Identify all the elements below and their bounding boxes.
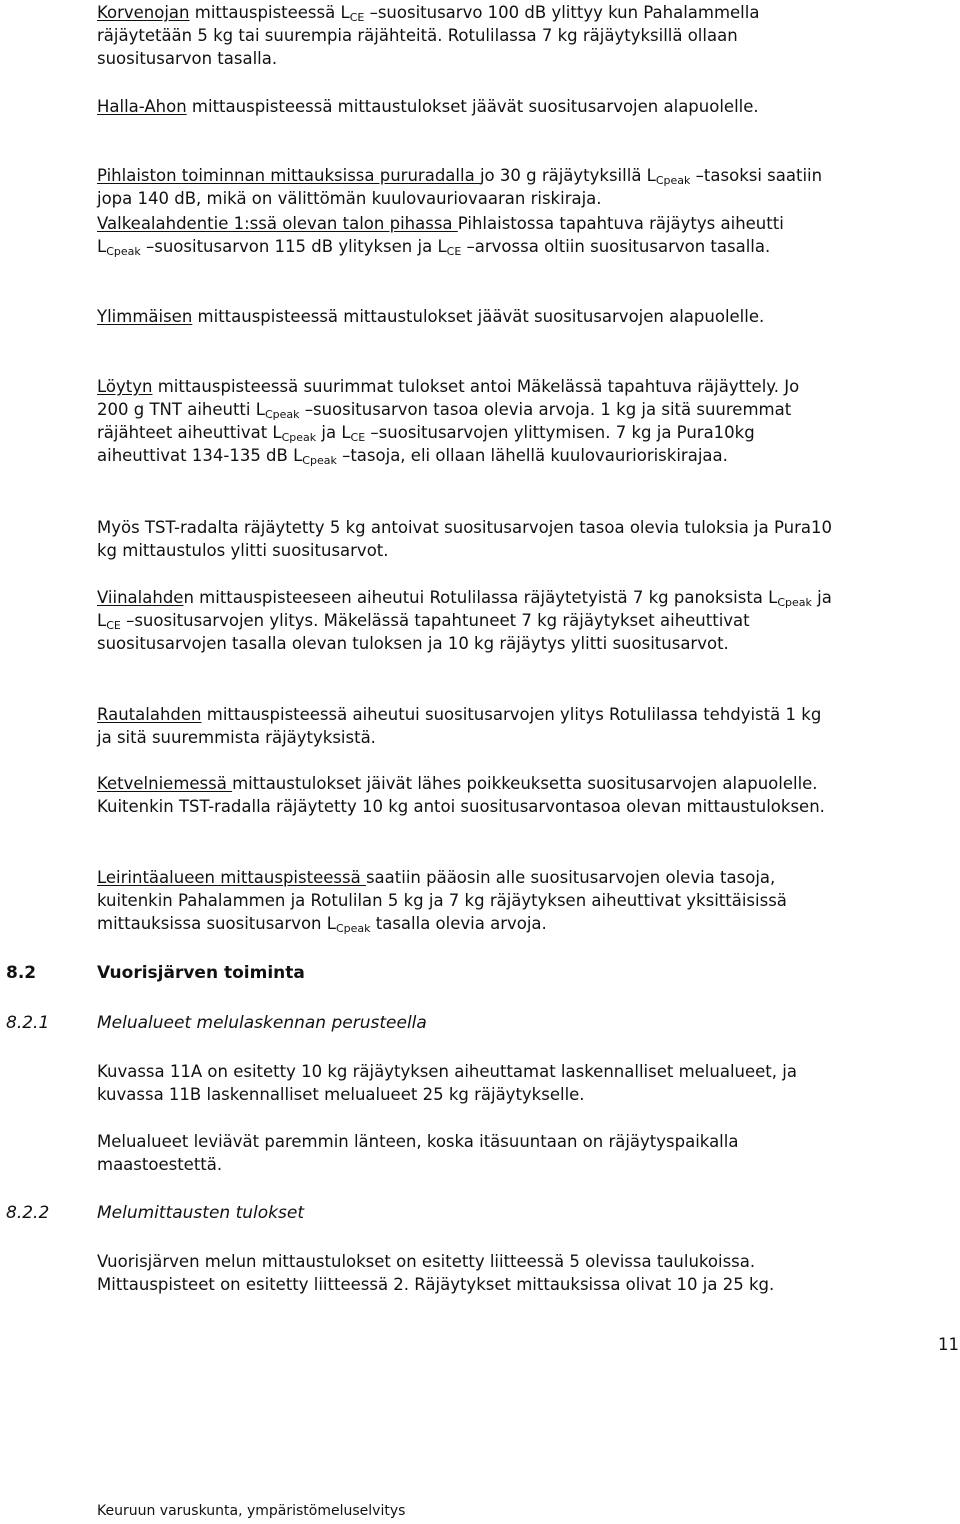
paragraph-pihlaisto: Pihlaiston toiminnan mittauksissa pururadalla jo 30 g räjäytyksillä $L_{Cpeak}$ –tasoksi saatiin jopa 140 dB, mikä on välittömän kuulovauriovaaran riskiraja. bbox=[97, 166, 823, 208]
paragraph-valkealahdentie: Valkealahdentie 1:ssä olevan talon pihassa Pihlaistossa tapahtuva räjäytys aiheutti $L_{Cpeak}$ –suositusarvon 115 dB ylityksen ja $L_{CE}$ –arvossa oltiin suositusarvon tasalla. bbox=[97, 214, 784, 258]
section-title: Vuorisjärven toiminta bbox=[97, 963, 305, 983]
location-rautalahti: Rautalahden bbox=[97, 705, 202, 724]
page-footer: Keuruun varuskunta, ympäristömeluselvitys bbox=[97, 1503, 406, 1519]
paragraph-loytty: Löytyn mittauspisteessä suurimmat tulokset antoi Mäkelässä tapahtuva räjäyttely. Jo 200 g TNT aiheutti $L_{Cpeak}$ –suositusarvon tasoa olevia arvoja. 1 kg ja sitä suuremmat räjähteet aiheuttivat $L_{Cpeak}$ ja $L_{CE}$ –suositusarvojen ylittymisen. 7 kg ja Pura10kg aiheuttivat 134-135 dB $L_{Cpeak}$ –tasoja, eli ollaan lähellä kuulovaurioriskirajaa. bbox=[97, 377, 800, 467]
paragraph-rautalahti: Rautalahden mittauspisteessä aiheutui suositusarvojen ylitys Rotulilassa tehdyistä 1 kg ja sitä suuremmista räjäytyksistä. bbox=[97, 705, 822, 747]
location-viinalahti: Viinalahde bbox=[97, 588, 184, 607]
location-pihlaisto: Pihlaiston toiminnan mittauksissa pururadalla bbox=[97, 166, 480, 185]
paragraph-ketvelniemi: Ketvelniemessä mittaustulokset jäivät lähes poikkeuksetta suositusarvojen alapuolelle. Kuitenkin TST-radalla räjäytetty 10 kg antoi suositusarvontasoa olevan mittaustuloksen. bbox=[97, 774, 825, 816]
paragraph-vuorisjarvi-mittaus: Vuorisjärven melun mittaustulokset on esitetty liitteessä 5 olevissa taulukoissa. Mittauspisteet on esitetty liitteessä 2. Räjäytykset mittauksissa olivat 10 ja 25 kg. bbox=[97, 1252, 775, 1294]
paragraph-ylimmainen: Ylimmäisen mittauspisteessä mittaustulokset jäävät suositusarvojen alapuolelle. bbox=[97, 307, 765, 326]
paragraph-kuva-11: Kuvassa 11A on esitetty 10 kg räjäytyksen aiheuttamat laskennalliset melualueet, ja kuvassa 11B laskennalliset melualueet 25 kg räjäytykselle. bbox=[97, 1062, 797, 1104]
section-title: Melualueet melulaskennan perusteella bbox=[97, 1013, 427, 1033]
location-loytty: Löytyn bbox=[97, 377, 153, 396]
paragraph-viinalahti: Viinalahden mittauspisteeseen aiheutui Rotulilassa räjäytetyistä 7 kg panoksista $L_{Cpeak}$ ja $L_{CE}$ –suositusarvojen ylitys. Mäkelässä tapahtuneet 7 kg räjäytykset aiheuttivat suositusarvojen tasalla olevan tuloksen ja 10 kg räjäytys ylitti suositusarvot. bbox=[97, 588, 832, 653]
location-ketvelniemi: Ketvelniemessä bbox=[97, 774, 233, 793]
section-number: 8.2.2 bbox=[6, 1203, 50, 1223]
paragraph-tst-rata: Myös TST-radalta räjäytetty 5 kg antoivat suositusarvojen tasoa olevia tuloksia ja Pura10 kg mittaustulos ylitti suositusarvot. bbox=[97, 518, 832, 560]
paragraph-leirintaalue: Leirintäalueen mittauspisteessä saatiin pääosin alle suositusarvojen olevia tasoja, kuitenkin Pahalammen ja Rotulilan 5 kg ja 7 kg räjäytyksen aiheuttivat yksittäisissä mittauksissa suositusarvon $L_{Cpeak}$ tasalla olevia arvoja. bbox=[97, 868, 787, 935]
section-number: 8.2 bbox=[6, 963, 37, 983]
section-title: Melumittausten tulokset bbox=[97, 1203, 304, 1223]
page-number: 11 bbox=[938, 1335, 959, 1354]
section-number: 8.2.1 bbox=[6, 1013, 50, 1033]
paragraph-melualueet: Melualueet leviävät paremmin länteen, koska itäsuuntaan on räjäytyspaikalla maastoestettä. bbox=[97, 1132, 739, 1174]
paragraph-halla-aho: Halla-Ahon mittauspisteessä mittaustulokset jäävät suositusarvojen alapuolelle. bbox=[97, 97, 759, 116]
location-ylimmainen: Ylimmäisen bbox=[97, 307, 193, 326]
location-leirintaalue: Leirintäalueen mittauspisteessä bbox=[97, 868, 366, 887]
paragraph-korvenoja: Korvenojan mittauspisteessä $L_{CE}$ –suositusarvo 100 dB ylittyy kun Pahalammella räjäytetään 5 kg tai suurempia räjähteitä. Rotulilassa 7 kg räjäytyksillä ollaan suositusarvon tasalla. bbox=[97, 3, 760, 68]
location-korvenoja: Korvenojan bbox=[97, 3, 190, 22]
location-halla-aho: Halla-Ahon bbox=[97, 97, 187, 116]
location-valkealahdentie: Valkealahdentie 1:ssä olevan talon pihassa bbox=[97, 214, 458, 233]
